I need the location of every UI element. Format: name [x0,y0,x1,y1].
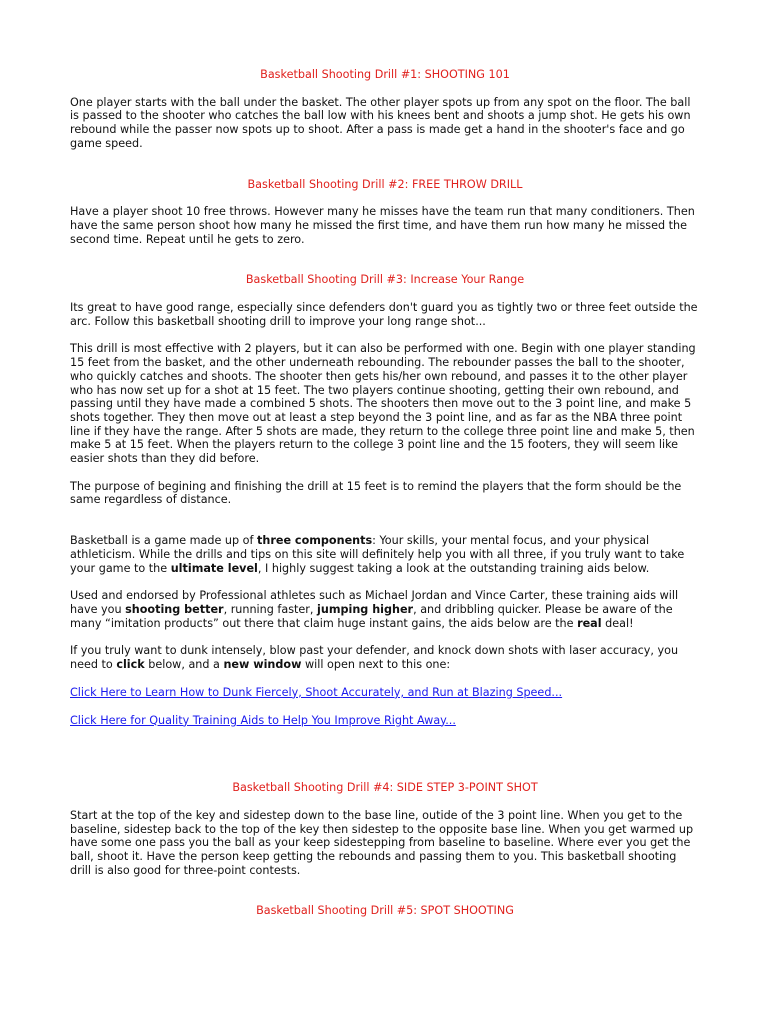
promo-text: , and dribbling quicker. Please be aware of the many “imitation products” out there that claim huge instant gains, the aids below are the [70,602,673,630]
promo-emphasis: real [577,616,602,630]
promo-emphasis: ultimate level [170,561,258,575]
promo-text: below, and a [144,658,224,672]
drill-1-text: One player starts with the ball under the basket. The other player spots up from any spot on the floor. The ball is passed to the shooter who catches the ball low with his knees bent and shoots a jump shot. He gets his own rebound while the passer now spots up to shoot. After a pass is made get a hand in the shooter's face and go game speed. [70,95,691,150]
promo-emphasis: jumping higher [317,602,414,616]
promo-paragraph-1 [70,534,700,575]
drill-4-text: Start at the top of the key and sidestep down to the base line, outide of the 3 point line. When you get to the baseline, sidestep back to the top of the key then sidestep to the opposite base line. When you get warmed up have some one pass you the ball as your keep sidestepping from baseline to baseline. Where ever you get the ball, shoot it. Have the person keep getting the rebounds and passing them to you. This basketball shooting drill is also good for three-point contests. [70,808,694,877]
promo-text: deal! [601,616,634,630]
drill-4-heading: Basketball Shooting Drill #4: SIDE STEP 3-POINT SHOT [232,781,538,795]
document-page [70,68,700,918]
promo-emphasis: click [116,658,145,672]
promo-emphasis: new window [223,658,302,672]
drill-2-heading: Basketball Shooting Drill #2: FREE THROW DRILL [247,177,523,191]
promo-text: : Your skills, your mental focus, and your physical athleticism. While the drills and tips on this site will definitely help you with all three, if you truly want to take your game to the [70,534,685,575]
promo-emphasis: shooting better [125,602,224,616]
promo-text: , I highly suggest taking a look at the outstanding training aids below. [257,561,650,575]
promo-paragraph-2 [70,589,700,630]
training-link-aids[interactable]: Click Here for Quality Training Aids to Help You Improve Right Away... [70,713,456,727]
drill-3-intro: Its great to have good range, especially since defenders don't guard you as tightly two or three feet outside the arc. Follow this basketball shooting drill to improve your long range shot... [70,301,698,328]
promo-text: Used and endorsed by Professional athletes such as Michael Jordan and Vince Carter, these training aids will have you [70,589,679,616]
promo-text: Basketball is a game made up of [70,534,258,548]
drill-1-heading: Basketball Shooting Drill #1: SHOOTING 101 [260,68,510,81]
promo-text: will open next to this one: [301,658,451,672]
drill-3-body: This drill is most effective with 2 players, but it can also be performed with one. Begin with one player standing 15 feet from the basket, and the other underneath rebounding. The rebounder passes the ball to the shooter, who quickly catches and shoots. The shooter then gets his/her own rebound, and passes it to the other player who has now set up for a shot at 15 feet. The two players continue shooting, getting their own rebound, and passing until they have made a combined 5 shots. The shooters then move out to the 3 point line, and make 5 shots together. They then move out at least a step beyond the 3 point line, and as far as the NBA three point line if they have the range. After 5 shots are made, they return to the college three point line and make 5, then make 5 at 15 feet. When the players return to the college 3 point line and the 15 footers, they will seem like easier shots than they did before. [70,342,696,466]
drill-3-purpose: The purpose of begining and finishing the drill at 15 feet is to remind the players that the form should be the same regardless of distance. [70,479,682,507]
training-link-dunk[interactable]: Click Here to Learn How to Dunk Fiercely, Shoot Accurately, and Run at Blazing Speed... [70,685,563,699]
promo-text: , running faster, [223,602,318,616]
drill-5-heading: Basketball Shooting Drill #5: SPOT SHOOTING [256,904,514,918]
promo-emphasis: three components [257,534,373,548]
promo-text: If you truly want to dunk intensely, blow past your defender, and knock down shots with laser accuracy, you need to [70,644,679,672]
drill-3-heading: Basketball Shooting Drill #3: Increase Your Range [245,273,525,287]
drill-2-text: Have a player shoot 10 free throws. However many he misses have the team run that many conditioners. Then have the same person shoot how many he missed the first time, and have them run how many he missed the second time. Repeat until he gets to zero. [70,205,695,246]
promo-paragraph-3 [70,644,700,671]
